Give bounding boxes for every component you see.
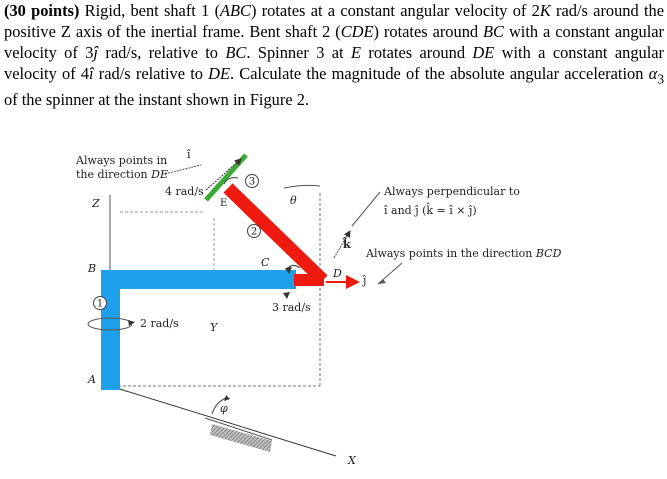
problem-text: . Spinner 3 at xyxy=(246,43,352,62)
note-i-line2: the direction DE xyxy=(76,168,169,181)
j-note-arrowhead xyxy=(378,279,386,284)
badge-3: 3 xyxy=(248,176,256,188)
theta-label: θ xyxy=(290,194,297,207)
note-i-de: DE xyxy=(151,168,169,181)
problem-math: α xyxy=(648,64,658,83)
rate-2-label: 2 rad/s xyxy=(140,317,179,330)
i-hat-label: î xyxy=(187,148,191,161)
problem-math: ĵ xyxy=(93,43,98,62)
problem-text: Rigid, bent shaft 1 ( xyxy=(79,1,221,20)
problem-math: K xyxy=(539,1,551,20)
label-a: A xyxy=(88,373,96,386)
shaft-2-diagonal xyxy=(228,188,323,280)
problem-text: . Calculate the magnitude of the absolute angular acceleration xyxy=(230,64,649,83)
k-note-leader xyxy=(352,192,380,226)
problem-math: DE xyxy=(208,64,231,83)
problem-text: ) rotates around xyxy=(373,22,484,41)
ground-hatch xyxy=(210,424,272,452)
problem-text: rotates around xyxy=(361,43,473,62)
problem-math: CDE xyxy=(340,22,374,41)
badge-2: 2 xyxy=(250,226,258,238)
rate-3-label: 3 rad/s xyxy=(272,301,311,314)
problem-math-subscript: 3 xyxy=(657,71,665,87)
label-z: Z xyxy=(92,197,100,210)
problem-text: with a constant angular velocity of 3 xyxy=(4,22,664,62)
shaft-2-horizontal xyxy=(294,274,324,286)
problem-math: BC xyxy=(225,43,247,62)
note-i-line1: Always points in xyxy=(76,154,168,167)
label-e: E xyxy=(220,198,228,209)
label-b: B xyxy=(88,262,97,275)
problem-text: of the spinner at the instant shown in Figure 2. xyxy=(4,90,310,110)
problem-text: rad/s, relative to xyxy=(97,43,226,62)
note-k-line1: Always perpendicular to xyxy=(384,185,520,198)
i-hat-arrow xyxy=(206,159,241,190)
note-j-bcd: BCD xyxy=(535,247,562,260)
problem-text: rad/s relative to xyxy=(93,64,209,83)
problem-math: ABC xyxy=(220,1,251,20)
problem-math: DE xyxy=(472,43,495,62)
j-hat-label: ĵ xyxy=(363,274,367,287)
label-x: X xyxy=(348,454,356,467)
problem-text: ) rotates at a constant angular velocity of 2 xyxy=(251,1,540,20)
problem-points: (30 points) xyxy=(4,1,80,20)
x-axis xyxy=(110,386,336,456)
theta-arc xyxy=(284,185,320,188)
label-c: C xyxy=(261,256,270,269)
phi-label: φ xyxy=(220,402,228,415)
problem-math: BC xyxy=(483,22,504,41)
problem-text: with a constant angular velocity of 4 xyxy=(4,43,664,83)
problem-math: î xyxy=(89,64,94,83)
rate-4-label: 4 rad/s xyxy=(165,185,204,198)
shaft-1-horizontal xyxy=(101,270,296,289)
rotation-arrow-3rads xyxy=(283,292,290,299)
i-note-leader xyxy=(165,165,201,174)
problem-text: rad/s around the positive Z axis of the inertial frame. Bent shaft 2 ( xyxy=(4,1,664,41)
k-hat-label: k̂ xyxy=(343,238,351,251)
note-k-line2: î and ĵ (k̂ = î × ĵ) xyxy=(384,204,477,217)
label-y: Y xyxy=(210,321,218,334)
problem-math: E xyxy=(351,43,362,62)
label-d: D xyxy=(333,267,342,280)
note-j: Always points in the direction BCD xyxy=(366,247,562,260)
badge-1: 1 xyxy=(96,298,104,310)
